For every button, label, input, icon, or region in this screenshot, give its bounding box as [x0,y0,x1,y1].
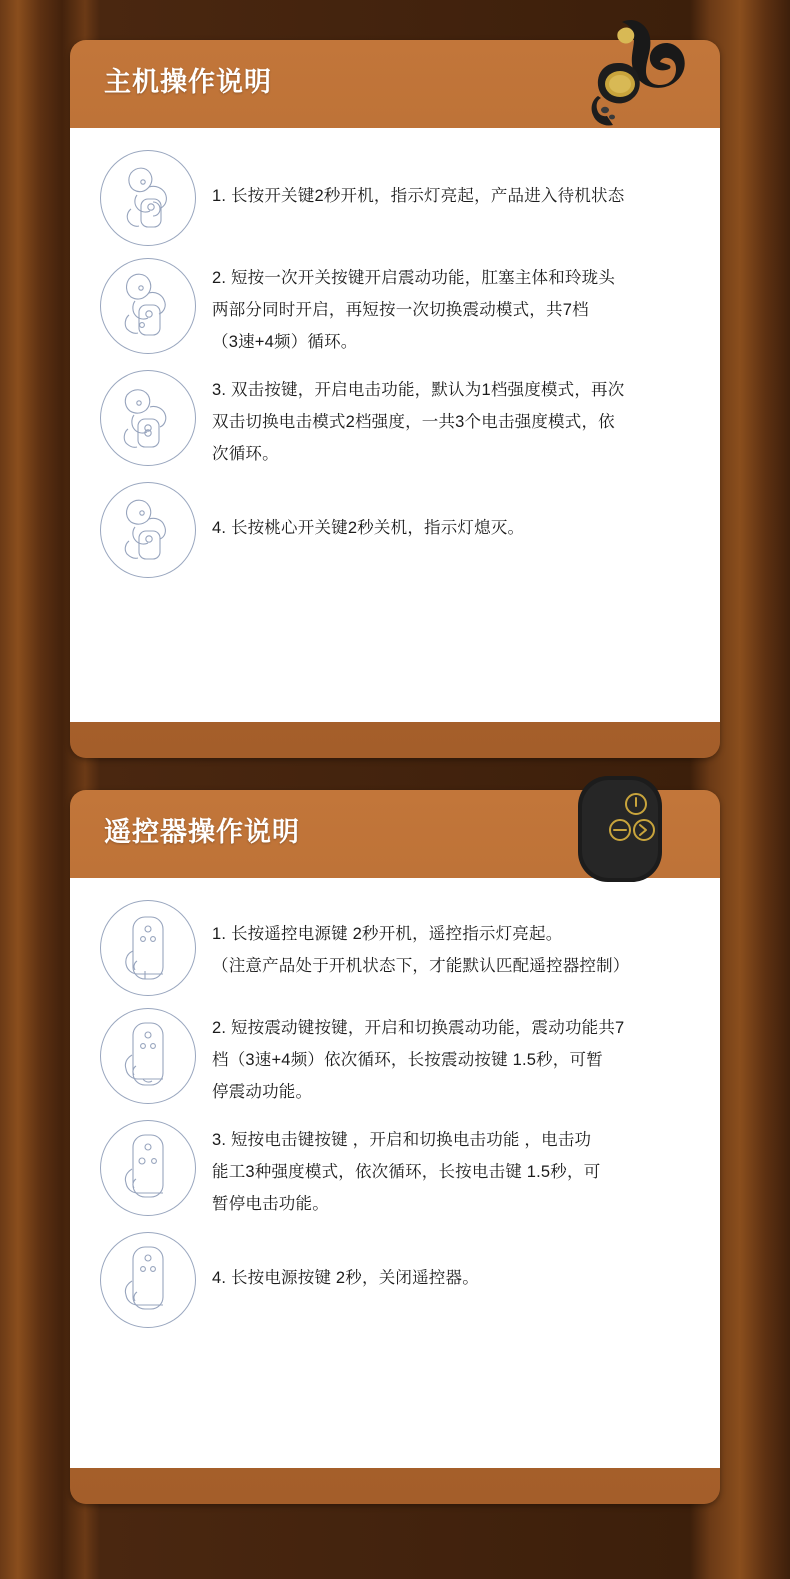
remote-step-4-text: 4. 长按电源按键 2秒，关闭遥控器。 [212,1269,479,1287]
remote-panel-title: 遥控器操作说明 [104,816,300,847]
host-step-3-text: 3. 双击按键，开启电击功能，默认为1档强度模式，再次 双击切换电击模式2档强度，一共3个电击强度模式，依 次循环。 [212,381,625,463]
remote-panel-header [70,790,720,868]
remote-step-2 [92,1004,694,1108]
host-panel-header [70,40,720,118]
remote-step-1 [92,896,694,996]
hand-holding-remote-icon [100,1008,196,1104]
remote-panel-body [70,878,720,1468]
host-step-4-text: 4. 长按桃心开关键2秒关机，指示灯熄灭。 [212,519,525,537]
remote-step-4 [92,1228,694,1328]
host-panel-title: 主机操作说明 [104,66,272,97]
host-step-2 [92,254,694,358]
host-step-2-text: 2. 短按一次开关按键开启震动功能，肛塞主体和玲珑头 两部分同时开启，再短按一次切换震动模式，共7档 （3速+4频）循环。 [212,269,616,351]
remote-step-2-text: 2. 短按震动键按键，开启和切换震动功能，震动功能共7 档（3速+4频）依次循环，长按震动按键 1.5秒，可暂 停震动功能。 [212,1019,625,1101]
host-step-4 [92,478,694,578]
remote-step-1-text: 1. 长按遥控电源键 2秒开机，遥控指示灯亮起。 （注意产品处于开机状态下，才能默认匹配遥控器控制） [212,925,630,975]
remote-step-3 [92,1116,694,1220]
remote-instruction-panel [70,790,720,1504]
host-step-1-text: 1. 长按开关键2秒开机，指示灯亮起，产品进入待机状态 [212,187,625,205]
hand-holding-remote-icon [100,900,196,996]
host-step-1 [92,146,694,246]
host-panel-body [70,128,720,722]
remote-step-3-text: 3. 短按电击键按键 ，开启和切换电击功能 ，电击功 能工3种强度模式，依次循环，长按电击键 1.5秒，可 暂停电击功能。 [212,1131,601,1213]
hand-holding-device-icon [100,150,196,246]
host-instruction-panel [70,40,720,758]
hand-holding-device-icon [100,370,196,466]
host-step-3 [92,366,694,470]
hand-holding-device-icon [100,258,196,354]
hand-holding-remote-icon [100,1120,196,1216]
hand-holding-remote-icon [100,1232,196,1328]
hand-holding-device-icon [100,482,196,578]
